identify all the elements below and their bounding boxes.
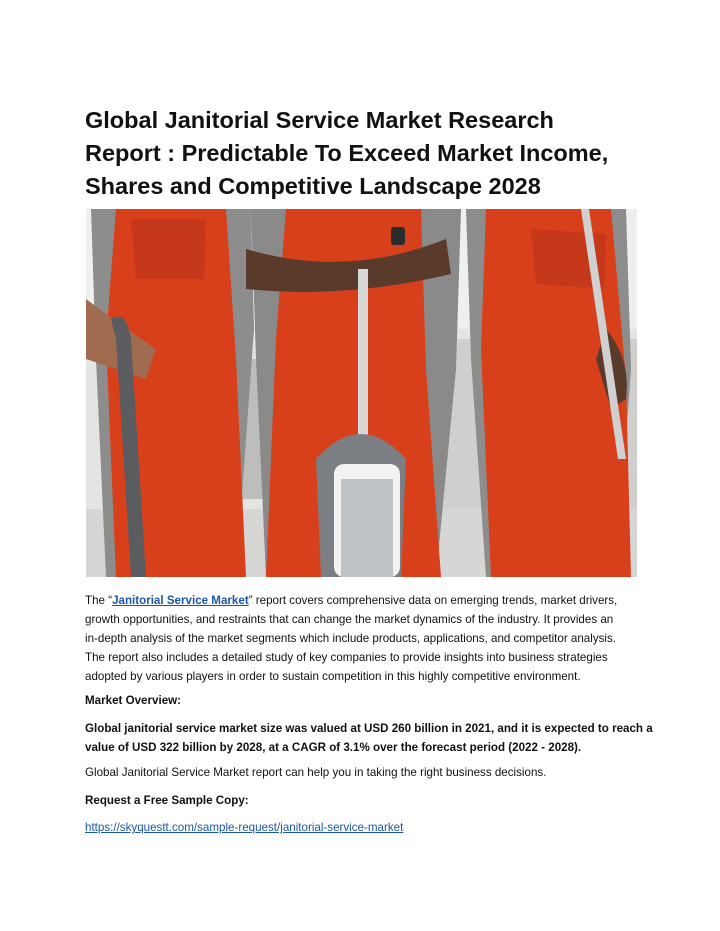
market-size-statement: [85, 719, 653, 757]
intro-line: in-depth analysis of the market segments which include products, applications, and competitor analysis.: [85, 632, 617, 645]
market-size-line: Global janitorial service market size was valued at USD 260 billion in 2021, and it is expected to reach a: [85, 722, 653, 735]
sample-request-heading: Request a Free Sample Copy:: [85, 794, 249, 807]
title-line: Report : Predictable To Exceed Market Income,: [85, 140, 609, 166]
title-line: Global Janitorial Service Market Research: [85, 107, 554, 133]
intro-line: growth opportunities, and restraints that can change the market dynamics of the industry. It provides an: [85, 613, 614, 626]
summary-paragraph: Global Janitorial Service Market report can help you in taking the right business decisions.: [85, 766, 547, 779]
title-line: Shares and Competitive Landscape 2028: [85, 173, 541, 199]
intro-line: adopted by various players in order to sustain competition in this highly competitive environment.: [85, 670, 581, 683]
intro-suffix: ” report covers comprehensive data on emerging trends, market drivers,: [248, 594, 618, 607]
page-title: [85, 104, 645, 203]
intro-first-line: [85, 591, 645, 610]
intro-paragraph: [85, 591, 645, 686]
intro-prefix: The “: [85, 594, 113, 607]
intro-line: The report also includes a detailed study of key companies to provide insights into business strategies: [85, 651, 608, 664]
sample-request-link[interactable]: https://skyquestt.com/sample-request/janitorial-service-market: [85, 821, 404, 834]
market-overview-heading: Market Overview:: [85, 694, 182, 707]
janitorial-service-market-link[interactable]: Janitorial Service Market: [112, 594, 249, 607]
janitorial-workers-photo: [86, 209, 637, 577]
market-size-line: value of USD 322 billion by 2028, at a CAGR of 3.1% over the forecast period (2022 - 2028).: [85, 741, 582, 754]
